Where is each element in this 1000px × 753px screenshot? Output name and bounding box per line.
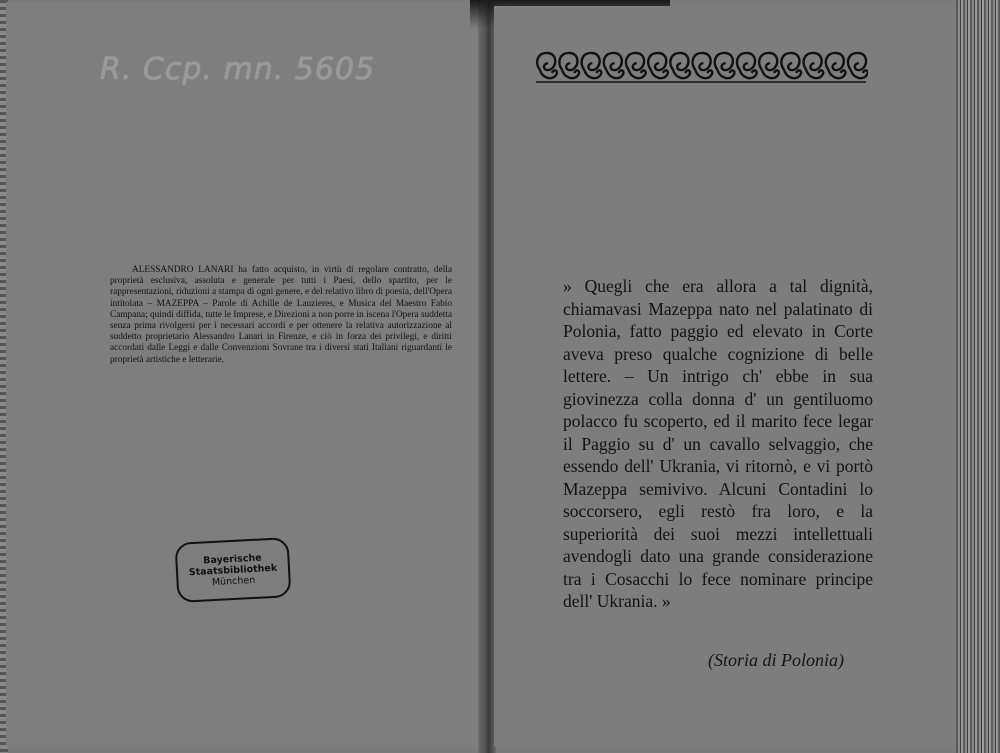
ornament-loop (559, 53, 577, 70)
stamp-line-3: München (211, 574, 256, 588)
shelfmark: R. Ccp. mn. 5605 (100, 52, 376, 87)
ornament-loop (604, 53, 622, 70)
ornament-loop (693, 53, 711, 70)
right-page-edges (956, 0, 1000, 753)
ornament-loop (648, 53, 666, 70)
ornament-loop (759, 53, 777, 70)
stamp-line-1: Bayerische (202, 551, 262, 567)
ornament-loop (737, 53, 755, 70)
ornament-loop (826, 53, 844, 70)
left-page (6, 2, 480, 747)
stamp-line-2: Staatsbibliothek (188, 562, 278, 578)
quote-text: » Quegli che era allora a tal dignità, chiamavasi Mazeppa nato nel palatinato di Polonia, fatto paggio ed elevato in Corte aveva preso qualche cognizione di belle lettere. – Un intrigo ch' ebbe in sua giovinezza colla donna d' un gentiluomo polacco fu scoperto, ed il marito fece legar il Paggio su d' un cavallo selvaggio, che essendo dell' Ukrania, vi ritornò, e vi portò Mazeppa semivivo. Alcuni Contadini lo soccorsero, egli restò fra loro, e la superiorità dei suoi mezzi intellettuali avendogli dato una grande considerazione tra i Cosacchi lo fece nominare principe dell' Ukrania. » (563, 276, 873, 611)
ornament-loop (670, 53, 688, 70)
ornament-loop (715, 53, 733, 70)
copyright-notice: ALESSANDRO LANARI ha fatto acquisto, in virtù di regolare contratto, della proprietà esclusiva, assoluta e generale per tutti i Paesi, dello spartito, per le rappresentazioni, riduzioni a stampa di ogni genere, e del relativo libro di poesia, dell'Opera intitolata – MAZEPPA – Parole di Achille de Lauzieres, e Musica del Maestro Fabio Campana; quindi diffida, tutte le Imprese, e Direzioni a non porre in iscena l'Opera suddetta senza prima rivolgersi per i necessari accordi e per ottenere la relativa autorizzazione al suddetto proprietario Alessandro Lanari in Firenze, e ciò in forza dei privilegi, e diritti accordati dalle Leggi e dalle Convenzioni Sovrane tra i diversi stati Italiani riguardanti le proprietà artistiche e letterarie. (110, 265, 452, 365)
ornament-border (534, 48, 868, 88)
ornament-loop (848, 53, 866, 70)
ornament-loop (626, 53, 644, 70)
quote-source: (Storia di Polonia) (708, 650, 844, 670)
ornament-loop (582, 53, 600, 70)
ornament-loop (537, 53, 555, 70)
library-stamp (175, 537, 292, 603)
ornament-loop (781, 53, 799, 70)
ornament-loop (804, 53, 822, 70)
historical-quote (563, 275, 873, 613)
